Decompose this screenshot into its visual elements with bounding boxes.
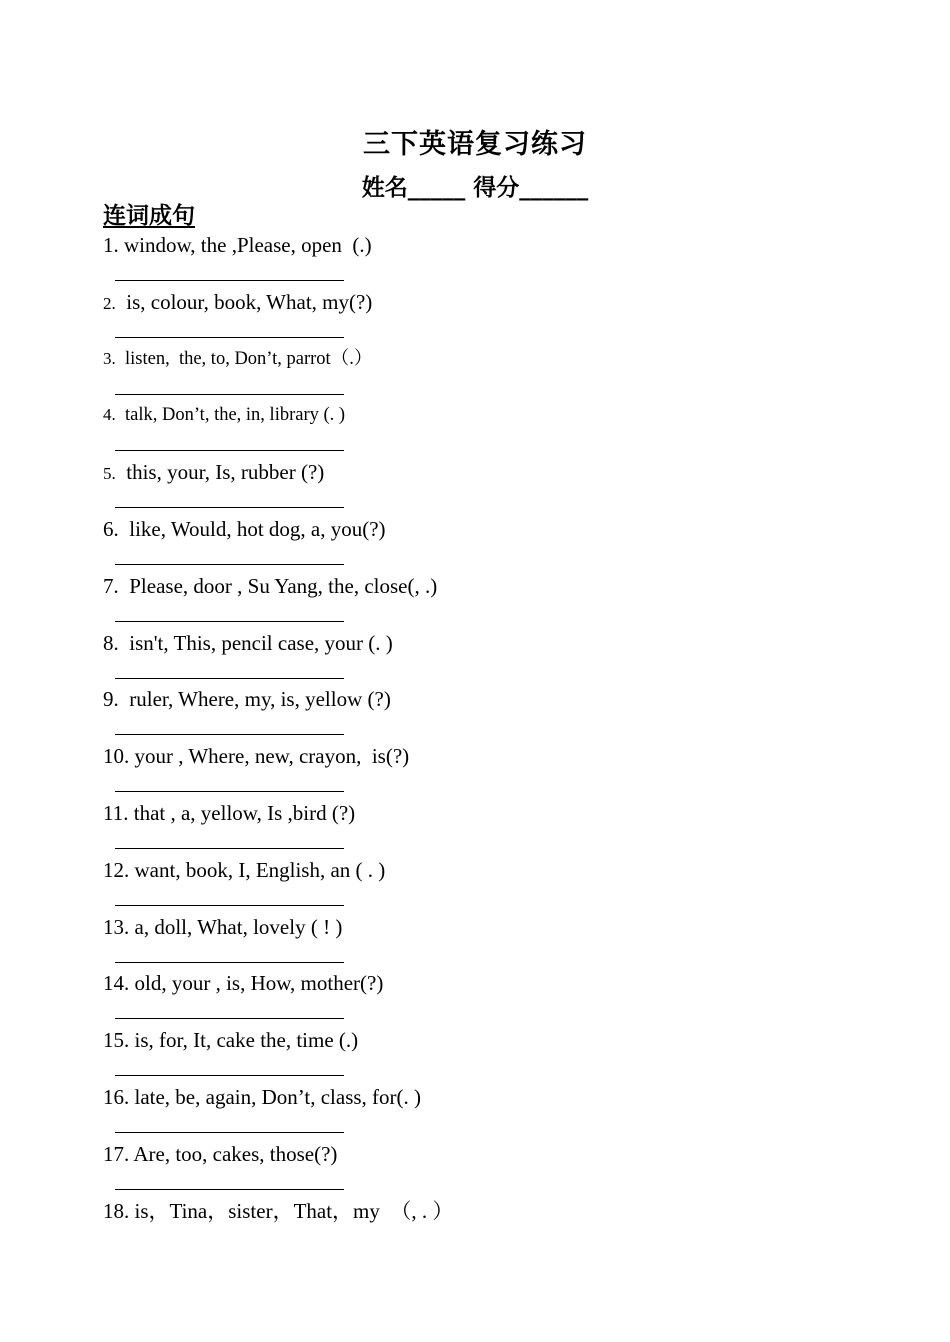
question-words: a, doll, What, lovely ( ! ): [129, 914, 343, 939]
question-number: 17.: [103, 1141, 130, 1166]
question-words: this, your, Is, rubber (?): [115, 460, 325, 485]
question-number: 7.: [103, 573, 119, 598]
question-list: [103, 229, 903, 1251]
question-words: talk, Don’t, the, in, library (. ): [115, 405, 346, 426]
answer-line[interactable]: [115, 905, 344, 906]
answer-line[interactable]: [115, 337, 344, 338]
question-number: 3.: [103, 348, 116, 368]
question-number: 13.: [103, 914, 130, 939]
question-item: [103, 229, 903, 286]
question-item: [103, 286, 903, 343]
question-number: 2.: [103, 293, 116, 313]
question-number: 4.: [103, 405, 116, 425]
question-item: [103, 513, 903, 570]
question-item: [103, 1138, 903, 1195]
answer-line[interactable]: [115, 1075, 344, 1076]
answer-line[interactable]: [115, 848, 344, 849]
question-words: late, be, again, Don’t, class, for(. ): [129, 1084, 422, 1109]
question-number: 16.: [103, 1084, 130, 1109]
question-item: [103, 399, 903, 456]
question-words: your , Where, new, crayon, is(?): [129, 744, 410, 769]
question-number: 6.: [103, 516, 119, 541]
question-item: [103, 797, 903, 854]
question-words: isn't, This, pencil case, your (. ): [118, 630, 393, 655]
question-item: [103, 570, 903, 627]
question-text: [103, 911, 342, 943]
name-score-line: 姓名_____ 得分______: [361, 175, 589, 201]
section-heading: 连词成句: [103, 203, 195, 229]
question-item: [103, 343, 903, 400]
question-number: 9.: [103, 687, 119, 712]
question-item: [103, 911, 903, 968]
answer-line[interactable]: [115, 621, 344, 622]
question-item: [103, 627, 903, 684]
answer-line[interactable]: [115, 678, 344, 679]
question-text: [103, 456, 324, 490]
question-item: [103, 456, 903, 513]
question-text: [103, 286, 372, 320]
question-text: [103, 797, 355, 829]
question-text: [103, 854, 385, 886]
question-item: [103, 683, 903, 740]
answer-line[interactable]: [115, 734, 344, 735]
question-text: [103, 740, 409, 772]
question-words: Are, too, cakes, those(?): [129, 1141, 338, 1166]
question-words: old, your , is, How, mother(?): [129, 971, 384, 996]
question-number: 12.: [103, 857, 130, 882]
answer-line[interactable]: [115, 1132, 344, 1133]
answer-line[interactable]: [115, 280, 344, 281]
question-text: [103, 1195, 453, 1227]
question-text: [103, 627, 393, 659]
question-words: is，Tina，sister，That，my （, . ）: [129, 1198, 454, 1223]
question-text: [103, 343, 372, 375]
question-text: [103, 513, 386, 545]
question-words: Please, door , Su Yang, the, close(, .): [118, 573, 438, 598]
question-text: [103, 570, 437, 602]
question-item: [103, 854, 903, 911]
answer-line[interactable]: [115, 507, 344, 508]
answer-line[interactable]: [115, 962, 344, 963]
question-words: is, for, It, cake the, time (.): [129, 1028, 359, 1053]
question-text: [103, 229, 372, 261]
question-text: [103, 683, 391, 715]
question-text: [103, 1081, 421, 1113]
question-text: [103, 399, 345, 431]
question-number: 1.: [103, 233, 119, 257]
question-text: [103, 967, 383, 999]
question-number: 15.: [103, 1028, 130, 1053]
question-words: window, the ,Please, open (.): [118, 233, 372, 257]
question-words: ruler, Where, my, is, yellow (?): [118, 687, 391, 712]
question-number: 8.: [103, 630, 119, 655]
answer-line[interactable]: [115, 791, 344, 792]
answer-line[interactable]: [115, 564, 344, 565]
answer-line[interactable]: [115, 1189, 344, 1190]
question-item: [103, 967, 903, 1024]
question-item: [103, 1081, 903, 1138]
question-item: [103, 1024, 903, 1081]
question-words: is, colour, book, What, my(?): [115, 289, 373, 314]
answer-line[interactable]: [115, 450, 344, 451]
question-words: like, Would, hot dog, a, you(?): [118, 516, 386, 541]
question-number: 18.: [103, 1198, 130, 1223]
question-item: [103, 1195, 903, 1252]
question-text: [103, 1024, 358, 1056]
question-text: [103, 1138, 337, 1170]
page-title: 三下英语复习练习: [363, 129, 587, 160]
question-number: 10.: [103, 744, 130, 769]
answer-line[interactable]: [115, 394, 344, 395]
question-words: want, book, I, English, an ( . ): [129, 857, 386, 882]
answer-line[interactable]: [115, 1018, 344, 1019]
question-item: [103, 740, 903, 797]
question-number: 14.: [103, 971, 130, 996]
question-number: 11.: [103, 800, 129, 825]
question-words: that , a, yellow, Is ,bird (?): [128, 800, 356, 825]
question-words: listen, the, to, Don’t, parrot（.）: [115, 348, 373, 369]
question-number: 5.: [103, 464, 116, 484]
